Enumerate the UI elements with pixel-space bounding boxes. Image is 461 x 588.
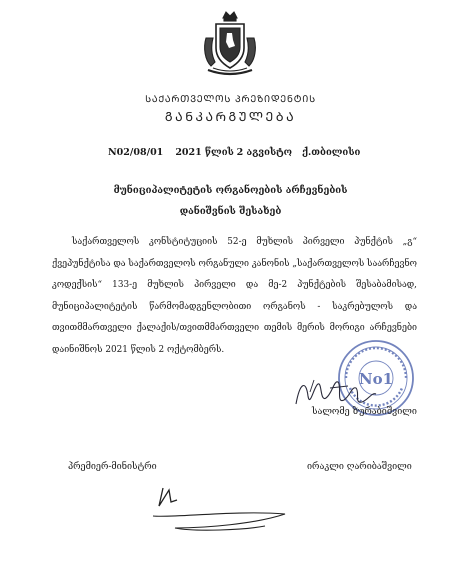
decree-date: 2 აგვისტო [236,147,293,158]
header-president-line: ᲡᲐᲥᲐᲠᲗᲕᲔᲚᲝᲡ ᲞᲠᲔᲖᲘᲓᲔᲜᲢᲘᲡ [145,94,316,105]
president-name: სალომე ზურაბიშვილი [312,407,417,417]
header-decree-line: ᲒᲐᲜᲙᲐᲠᲒᲣᲚᲔᲑᲐ [164,109,297,124]
decree-body: საქართველოს კონსტიტუციის 52-ე მუხლის პირველი პუნქტის „გ“ ქვეპუნქტისა და საქართველოს ორგანული კანონის „საქართველოს საარჩევნო კოდექსის“ 133-ე მუხლის პირველი და მე-2 პუნქტების შესაბამისად, მუნიციპალიტეტის წარმომადგენლობითი ორგანოს - საკრებულოს და თვითმმართველი ქალაქის/თვითმმართველი თემის მერის მორიგი არჩევნები დაინიშნოს 2021 წლის 2 ოქტომბერს. [52,237,417,355]
decree-title-line-2: დანიშვნის შესახებ [179,206,282,217]
coat-of-arms-emblem [199,8,261,82]
decree-title-line-1: მუნიციპალიტეტის ორგანოების არჩევნების [113,185,348,196]
decree-city: ქ.თბილისი [301,147,361,158]
prime-minister-signature [145,484,295,546]
prime-minister-name: ირაკლი ღარიბაშვილი [307,462,412,472]
decree-meta [108,147,360,158]
prime-minister-label: პრემიერ-მინისტრი [68,462,157,472]
decree-number: N02/08/01 [108,147,164,158]
stamp-number: No1 [358,370,394,388]
decree-year: 2021 წლის [175,147,234,158]
